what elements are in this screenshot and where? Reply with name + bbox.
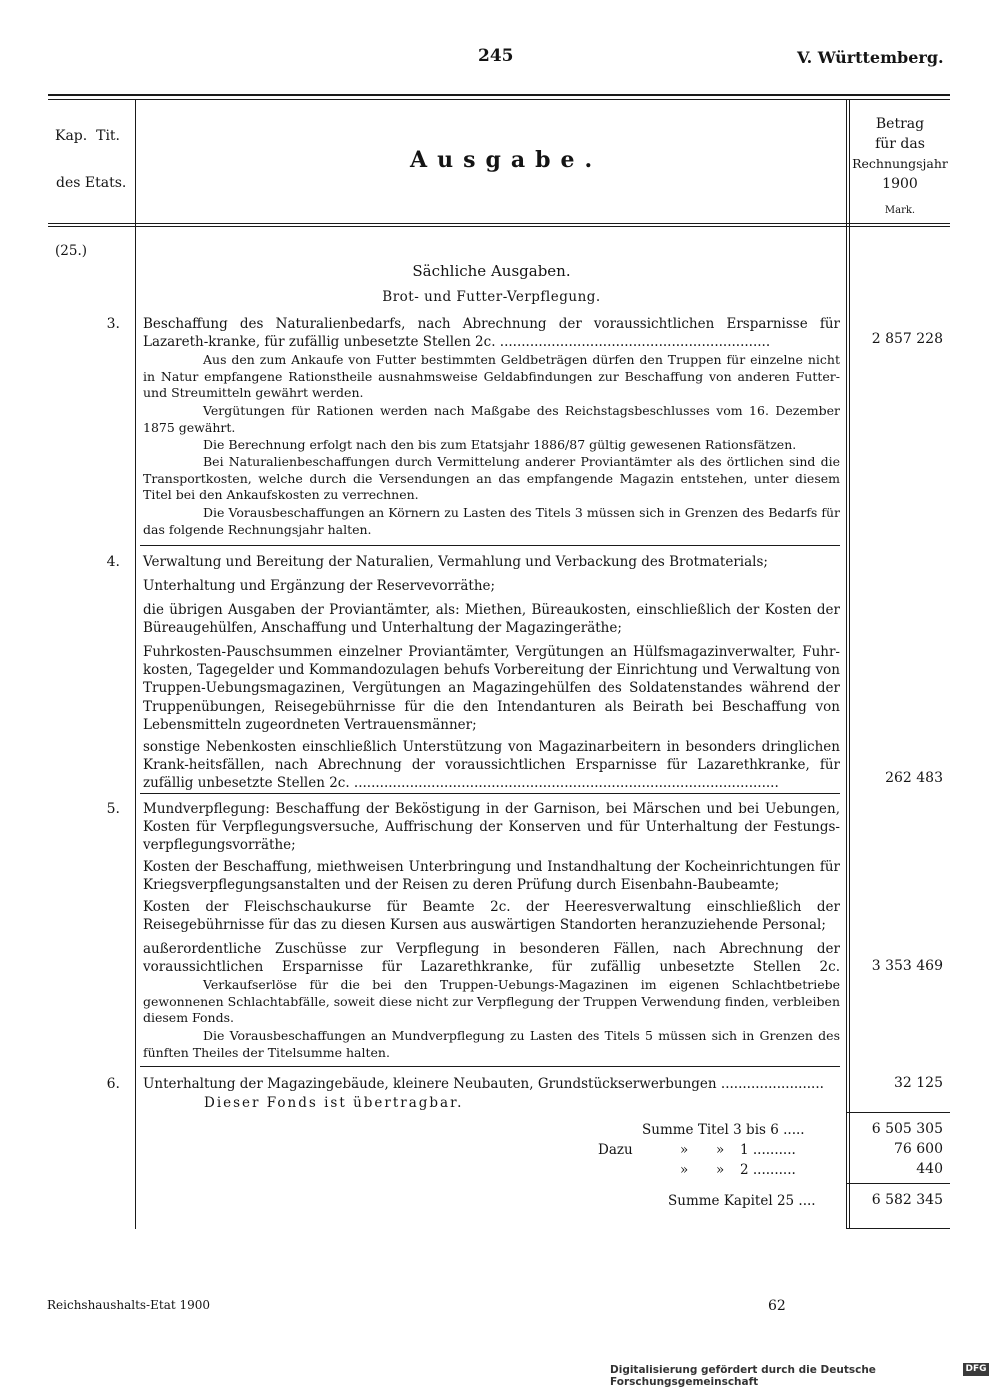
list-item: die übrigen Ausgaben der Proviantämter, als: Miethen, Büreaukosten, einschließlich der Kosten der Büreaugehülfen, Anschaffung und Unterhaltung der Magazingeräthe; [143,602,840,637]
chapter-total-value: 6 582 345 [871,1192,943,1208]
chapter-total-label: Summe Kapitel 25 .... [668,1193,816,1209]
title-text: Unterhaltung der Magazingebäude, kleinere Neubauten, Grundstückserwerbungen ........................ [143,1076,824,1092]
total-value: 6 505 305 [871,1121,943,1137]
header-year: 1900 [882,176,918,192]
list-item: Verwaltung und Bereitung der Naturalien, Vermahlung und Verbackung des Brotmaterials; [143,554,768,570]
row-label: 1 .......... [740,1142,796,1158]
chapter-number: (25.) [55,243,88,259]
section-heading: V. Württemberg. [797,48,944,67]
title-note: Vergütungen für Rationen werden nach Maßgabe des Reichstagsbeschlusses vom 16. Dezember 1875 gewährt. [143,403,840,435]
title-amount: 2 857 228 [871,331,943,347]
title-amount: 32 125 [894,1075,943,1091]
title-separator [140,793,840,794]
title-amount: 262 483 [885,770,943,786]
table-title: Ausgabe. [410,147,603,173]
column-divider-right [846,99,847,1229]
list-item: Unterhaltung und Ergänzung der Reservevorräthe; [143,578,496,594]
header-unit: Mark. [884,205,916,216]
header-rechnungsjahr: Rechnungsjahr [852,156,948,171]
title-text: Beschaffung des Naturalienbedarfs, nach Abrechnung der voraussichtlichen Ersparnisse für Lazareth-kranke, für zufällig unbesetzte Stellen 2c. ............................................................... [143,316,840,351]
total-label: Summe Titel 3 bis 6 ..... [642,1122,805,1138]
footer-left: Reichshaushalts-Etat 1900 [47,1298,211,1312]
dfg-logo: DFG [963,1363,989,1376]
top-rule-thick [48,94,950,96]
title-number: 5. [106,801,120,817]
header-des-etats: des Etats. [56,175,127,191]
header-bottom-rule-2 [48,226,950,227]
header-fuer-das: für das [875,136,925,152]
title-separator [140,1066,840,1067]
title-note: Die Vorausbeschaffungen an Mundverpflegung zu Lasten des Titels 5 müssen sich in Grenzen des fünften Theiles der Titelsumme halten. [143,1028,840,1060]
list-item: Kosten der Fleischschaukurse für Beamte 2c. der Heeresverwaltung einschließlich der Reisegebührnisse für das zu diesen Kursen aus auswärtigen Standorten heranzuziehende Personal; [143,899,840,934]
top-rule-thin [48,99,950,100]
title-number: 6. [106,1076,120,1092]
page-number: 245 [478,46,514,66]
table-bottom-rule [846,1228,950,1229]
row-value: 76 600 [894,1141,943,1157]
title-note: Die Berechnung erfolgt nach den bis zum Etatsjahr 1886/87 gültig gewesenen Rationsfätzen. [203,437,797,452]
section-title: Sächliche Ausgaben. [412,262,571,280]
ditto-mark: » [716,1162,725,1178]
list-item: sonstige Nebenkosten einschließlich Unterstützung von Magazinarbeitern in besonders dringlichen Krank-heitsfällen, nach Abrechnung der voraussichtlichen Ersparnisse für Lazarethkranke, für zufällig unbesetzte Stellen 2c. ................................................................................................... [143,739,840,792]
list-item: Mundverpflegung: Beschaffung der Beköstigung in der Garnison, bei Märschen und bei Uebungen, Kosten für Verpflegungsversuche, Auffrischung der Konserven und für Unterhaltung der Festungs-verpflegungsvorräthe; [143,801,840,854]
digitization-credit: Digitalisierung gefördert durch die Deutsche Forschungsgemeinschaft [610,1364,876,1388]
header-bottom-rule [48,223,950,224]
title-number: 3. [106,316,120,332]
list-item: Kosten der Beschaffung, miethweisen Unterbringung und Instandhaltung der Kocheinrichtungen für Kriegsverpflegungsanstalten und der Reisen zu deren Prüfung durch Eisenbahn-Baubeamte; [143,859,840,894]
footer-page-number: 62 [768,1298,786,1314]
title-amount: 3 353 469 [871,958,943,974]
title-note: Dieser Fonds ist übertragbar. [204,1095,464,1111]
list-item: Fuhrkosten-Pauschsummen einzelner Proviantämter, Vergütungen an Hülfsmagazinverwalter, Fuhr-kosten, Tagegelder und Kommandozulagen behufs Vorbereitung der Einrichtung und Verwaltung von Truppen-Uebungsmagazinen, Vergütungen an Magazingehülfen des Soldatenstandes während der Truppenübungen, Reisegebührnisse für die den Intendanturen als Beirath bei Beschaffung von Lebensmitteln zugeordneten Vertrauensmänner; [143,644,840,733]
header-kap-tit: Kap. Tit. [55,128,121,144]
ditto-mark: » [716,1142,725,1158]
column-divider-left [135,99,136,1229]
list-item: außerordentliche Zuschüsse zur Verpflegung in besonderen Fällen, nach Abrechnung der voraussichtlichen Ersparnisse für Lazarethkranke, für zufällig unbesetzte Stellen 2c. [143,941,840,976]
dazu-label: Dazu [598,1142,633,1158]
grand-total-separator [846,1183,950,1184]
title-note: Bei Naturalienbeschaffungen durch Vermittelung anderer Proviantämter als des örtlichen sind die Transportkosten, welche durch die Versendungen an das empfangende Magazin entstehen, unter diesem Titel bei den Ankaufskosten zu verrechnen. [143,454,840,503]
title-note: Die Vorausbeschaffungen an Körnern zu Lasten des Titels 3 müssen sich in Grenzen des Bedarfs für das folgende Rechnungsjahr halten. [143,505,840,537]
row-value: 440 [916,1161,943,1177]
header-betrag: Betrag [875,116,925,132]
ditto-mark: » [680,1142,689,1158]
row-label: 2 .......... [740,1162,796,1178]
title-note: Verkaufserlöse für die bei den Truppen-Uebungs-Magazinen im eigenen Schlachtbetriebe gewonnenen Schlachtabfälle, soweit diese nicht zur Verpflegung der Truppen Verwendung finden, verbleiben diesem Fonds. [143,977,840,1026]
title-note: Aus den zum Ankaufe von Futter bestimmten Geldbeträgen dürfen den Truppen für einzelne nicht in Natur empfangene Rationstheile ausnahmsweise Geldabfindungen zur Beschaffung von anderen Futter- und Streumitteln gewährt werden. [143,352,840,401]
subsection-title: Brot- und Futter-Verpflegung. [382,289,601,305]
title-number: 4. [106,554,120,570]
title-separator [140,545,840,546]
totals-separator [846,1112,950,1113]
ditto-mark: » [680,1162,689,1178]
column-divider-right-2 [849,99,850,1229]
